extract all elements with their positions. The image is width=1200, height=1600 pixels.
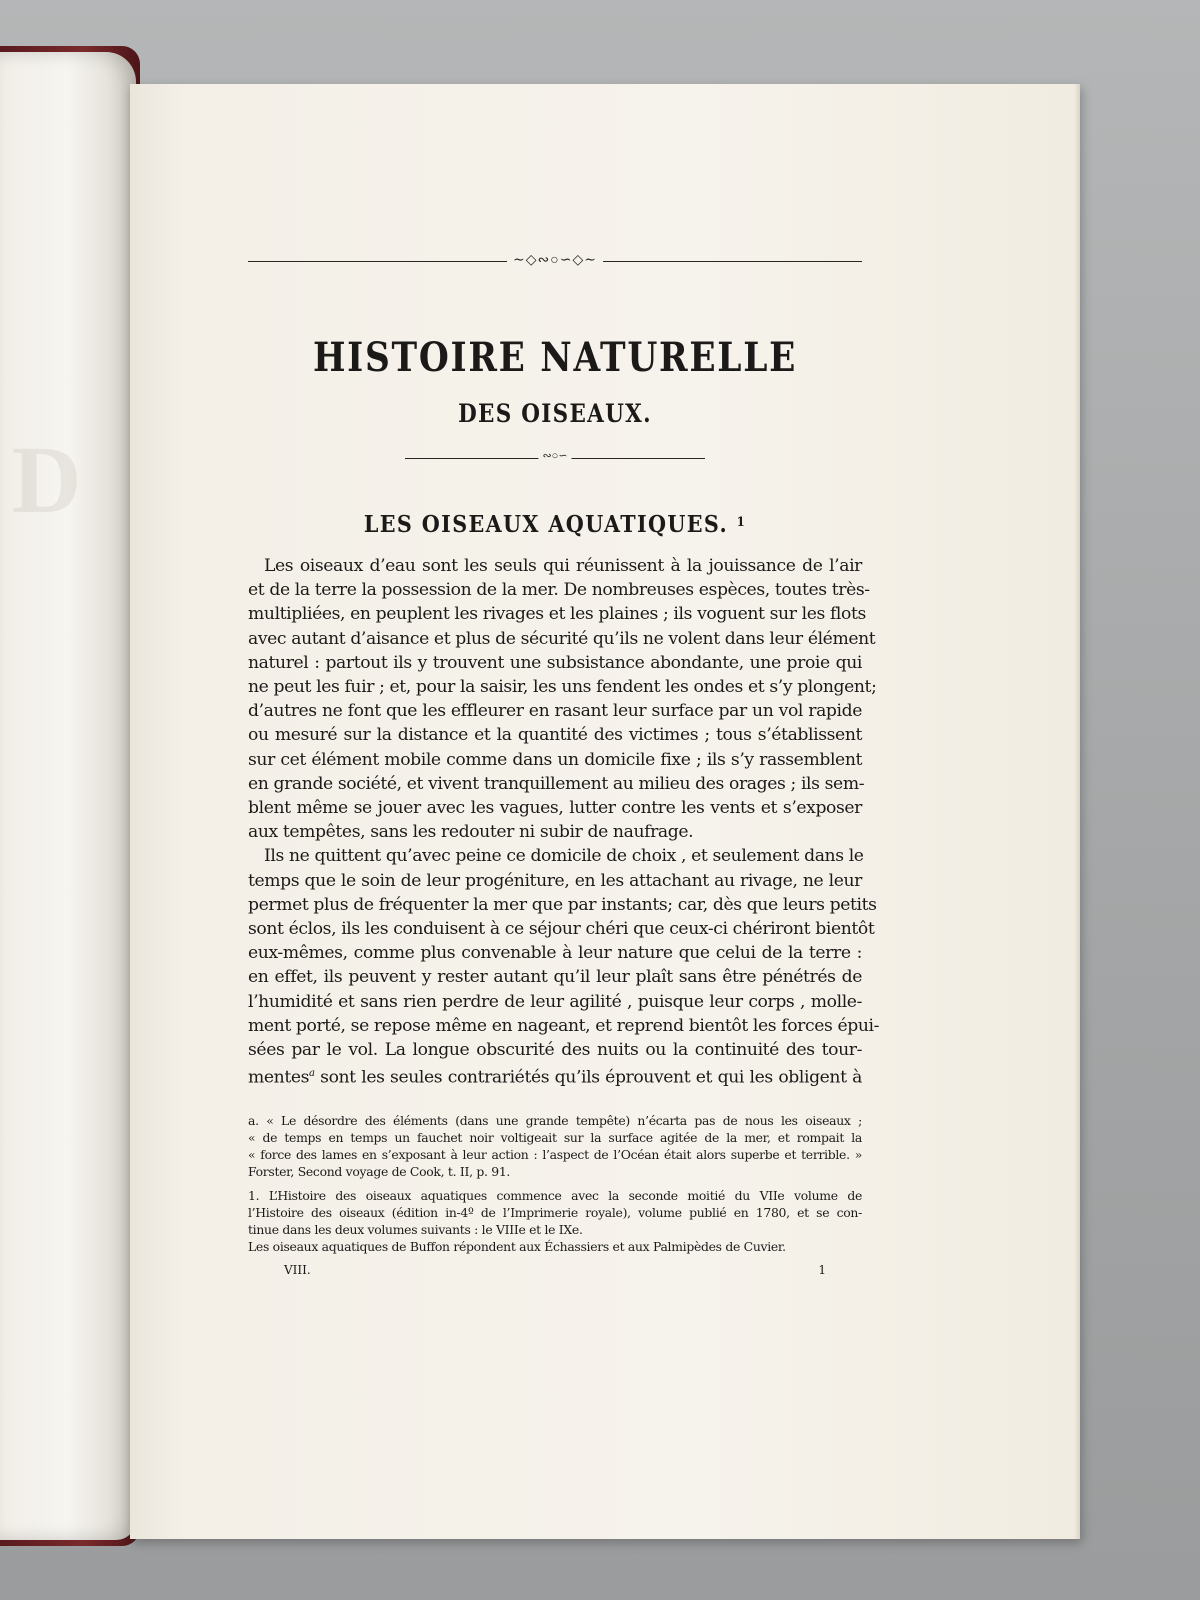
text-line: blent même se jouer avec les vagues, lutter contre les vents et s’exposer [248,798,862,819]
text-line: avec autant d’aisance et plus de sécurité qu’ils ne volent dans leur élément [248,628,876,649]
footnote-line: a. « Le désordre des éléments (dans une grande tempête) n’écarta pas de nous les oiseaux ; [248,1113,862,1129]
text-line: sées par le vol. La longue obscurité des nuits ou la continuité des tour- [248,1040,862,1061]
paragraph-1 [248,554,877,844]
text-line: l’humidité et sans rien perdre de leur agilité , puisque leur corps , molle- [248,991,862,1012]
signature-mark: 1 [818,1263,826,1278]
page-folio [248,1263,862,1277]
footnote-line: l’Histoire des oiseaux (édition in-4º de l’Imprimerie royale), volume publié en 1780, et se con- [248,1205,862,1221]
title-rule [405,452,705,466]
text-line: ne peut les fuir ; et, pour la saisir, les uns fendent les ondes et s’y plongent; [248,677,877,698]
text-line: et de la terre la possession de la mer. De nombreuses espèces, toutes très- [248,580,870,601]
text-line: en grande société, et vivent tranquillement au milieu des orages ; ils sem- [248,773,865,794]
text-line: d’autres ne font que les effleurer en rasant leur surface par un vol rapide [248,701,862,722]
text-fragment: mentes [248,1068,310,1088]
footnote-line: tinue dans les deux volumes suivants : le VIIIe et le IXe. [248,1222,583,1238]
page-subtitle: DES OISEAUX. [458,399,652,428]
text-line: sont éclos, ils les conduisent à ce séjour chéri que ceux-ci chériront bientôt [248,919,875,940]
text-line: naturel : partout ils y trouvent une subsistance abondante, une proie qui [248,652,862,673]
footnote-line: 1. L’Histoire des oiseaux aquatiques commence avec la seconde moitié du VIIe volume de [248,1188,862,1204]
footnote-line: « de temps en temps un fauchet noir voltigeait sur la surface agitée de la mer, et rompait la [248,1130,862,1146]
book-page [130,84,1080,1539]
text-fragment: sont les seules contrariétés qu’ils éprouvent et qui les obligent à [314,1068,862,1088]
footnotes [248,1112,862,1255]
footnote-line: « force des lames en s’exposant à leur action : l’aspect de l’Océan était alors superbe et terrible. » [248,1147,862,1163]
section-note-mark: 1 [736,515,747,530]
footnote-gap [248,1180,862,1187]
text-line: en effet, ils peuvent y rester autant qu’il leur plaît sans être pénétrés de [248,967,862,988]
text-line: sur cet élément mobile comme dans un domicile fixe ; ils s’y rassemblent [248,749,862,770]
volume-number: VIII. [284,1263,311,1278]
text-line: permet plus de fréquenter la mer que par instants; car, dès que leurs petits [248,894,877,915]
footnote-line: Les oiseaux aquatiques de Buffon répondent aux Échassiers et aux Palmipèdes de Cuvier. [248,1239,786,1255]
text-line: ment porté, se repose même en nageant, et reprend bientôt les forces épui- [248,1015,880,1036]
section-title [279,510,832,540]
text-line: Les oiseaux d’eau sont les seuls qui réunissent à la jouissance de l’air [264,556,862,576]
text-line [248,1062,862,1090]
footnote-mark-a: a [309,1068,315,1080]
header-ornament: ∼◇∾○∽◇∼ [507,252,603,269]
text-line: ou mesuré sur la distance et la quantité des victimes ; tous s’établissent [248,725,862,746]
text-line: multipliées, en peuplent les rivages et les plaines ; ils voguent sur les flots [248,604,866,625]
title-ornament: ∾○∽ [538,449,571,462]
header-rule [248,253,862,268]
footnote-line: Forster, Second voyage de Cook, t. II, p. 91. [248,1164,511,1180]
text-line: eux-mêmes, comme plus convenable à leur nature que celui de la terre : [248,943,862,964]
text-line: aux tempêtes, sans les redouter ni subir de naufrage. [248,822,694,843]
paragraph-2 [248,844,880,1090]
section-title-text: LES OISEAUX AQUATIQUES. [363,511,729,538]
page-title: HISTOIRE NATURELLE [312,334,798,381]
text-line: temps que le soin de leur progéniture, en les attachant au rivage, ne leur [248,870,862,891]
show-through-letter: D [12,426,82,533]
text-block [248,253,880,1278]
text-line: Ils ne quittent qu’avec peine ce domicile de choix , et seulement dans le [264,846,864,867]
left-page [0,52,136,1540]
